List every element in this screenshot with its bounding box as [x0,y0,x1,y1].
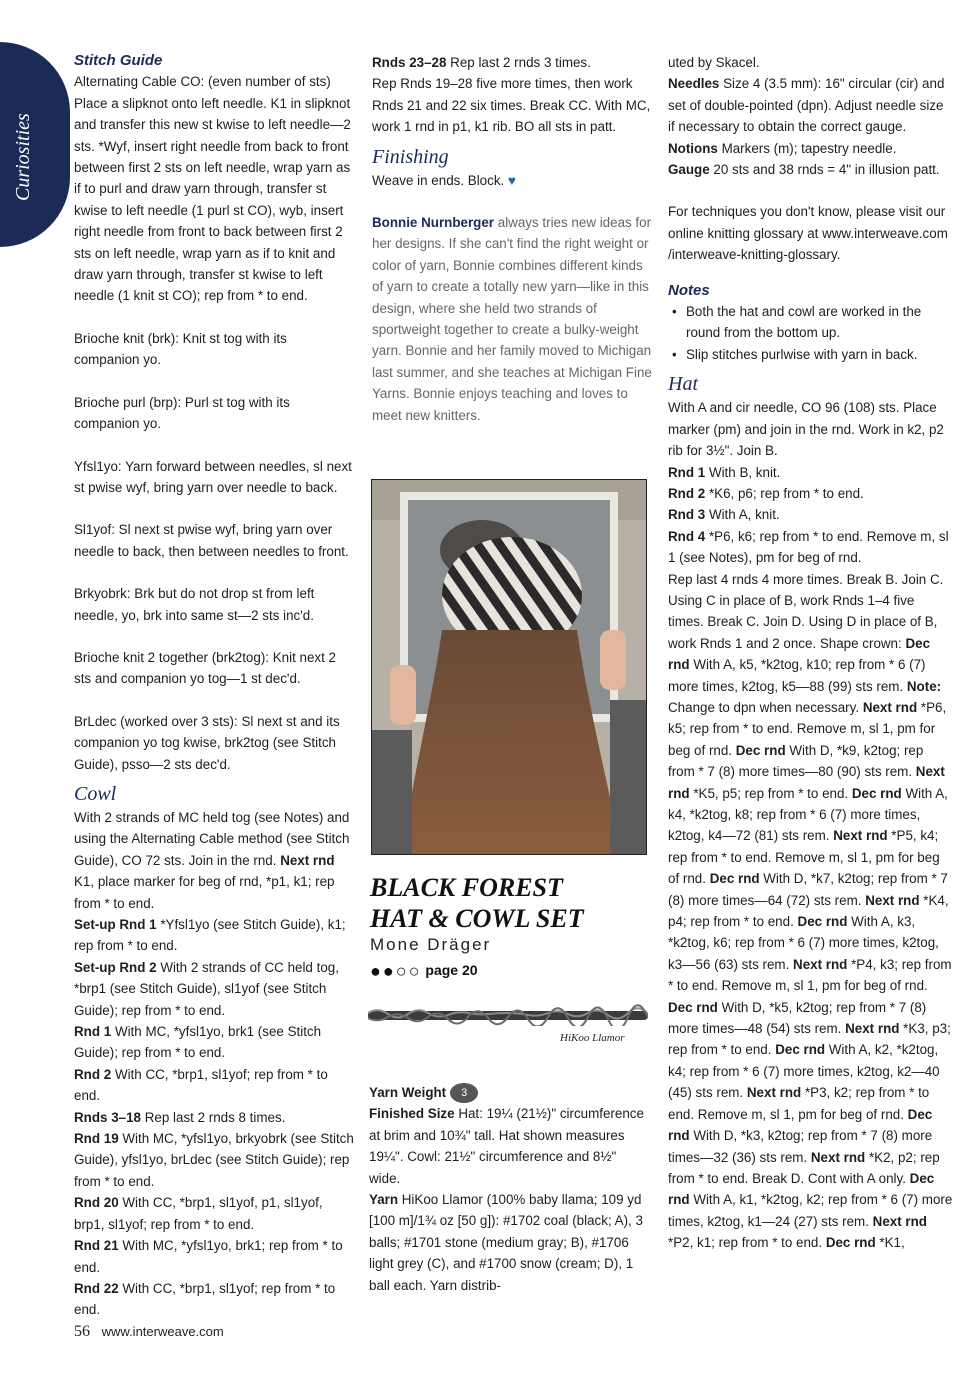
yarn [369,1189,651,1296]
cowl-cast-on [74,807,354,914]
instruction-label: Rnd 20 [74,1195,119,1211]
instruction-text: With MC, *yfsl1yo, brkyobrk (see Stitch Guide), yfsl1yo, brLdec (see Stitch Guide); rep from * to end. [74,1131,354,1189]
instruction-text: *K4, p4; rep from * to end. [668,892,949,930]
instruction-label: Dec rnd [851,785,902,801]
needles [668,73,953,137]
yfsl1yo: Yfsl1yo: Yarn forward between needles, sl next st pwise wyf, bring yarn over needle to back. [74,458,352,495]
instruction-text: *P2, k1; rep from * to end. [668,1235,823,1251]
sl1yof: Sl1yof: Sl next st pwise wyf, bring yarn over needle to back, then between needles to front. [74,522,349,559]
rnd-21 [74,1235,354,1278]
instruction-text: *Yfsl1yo (see Stitch Guide), k1; rep from * to end. [74,917,346,954]
instruction-label: Set-up Rnd 1 [74,917,157,932]
photo-illustration [372,480,646,854]
spec-label: Finished Size [369,1106,455,1122]
product-photo [371,479,647,855]
instruction-label: Dec rnd [775,1042,826,1058]
instruction-label: Dec rnd [668,1106,933,1144]
yarn-weight-label: Yarn Weight [369,1085,447,1100]
instruction-label: Next rnd [833,828,888,844]
designer-name: Bonnie Nurnberger [372,215,495,231]
instruction-text: With CC, *brp1, sl1yof; rep from * to end. [74,1280,336,1318]
instruction-text: Rep last 2 rnds 3 times. [450,55,591,70]
instruction-text: *P6, k5; rep from * to end. Remove m, sl 1, pm for beg of rnd. [668,699,947,758]
instruction-text: With MC, *yfsl1yo, brk1; rep from * to end. [74,1238,343,1275]
instruction-label: Dec rnd [825,1235,876,1251]
rnd-19 [74,1128,354,1192]
repeat-text: Rep Rnds 19–28 five more times, then work Rnds 21 and 22 six times. Break CC. With MC, work 1 rnd in p1, k1 rib. BO all sts in patt. [372,76,651,135]
instruction-label: Dec rnd [797,914,848,930]
rnd-1 [74,1021,354,1064]
instruction-label: Rnds 3–18 [74,1109,141,1125]
instruction-label: Dec rnd [668,1170,935,1208]
spec-text: 20 sts and 38 rnds = 4" in illusion patt. [713,162,940,178]
instruction-text: *P6, k6; rep from * to end. Remove m, sl 1 (see Notes), pm for beg of rnd. [668,528,949,566]
hat-rnd-3 [668,504,953,525]
hat-rnd-4 [668,526,953,569]
instruction-text: With A, knit. [708,507,780,523]
instruction-label: Dec rnd [668,999,718,1015]
instruction-text: *P3, k2; rep from * to end. Remove m, sl 1, pm for beg of rnd. [668,1085,930,1122]
instruction-label: Next rnd [746,1085,802,1101]
instruction-text: Rep last 2 rnds 8 times. [144,1109,286,1125]
finished-size [369,1103,651,1189]
page-footer [74,1323,224,1341]
instruction-text: *K3, p3; rep from * to end. [668,1021,951,1058]
column-3 [668,52,953,1254]
yarn-weight [369,1082,651,1103]
footer-url: www.interweave.com [101,1324,224,1339]
instruction-text: With D, *k3, k2tog; rep from * 7 (8) more times—32 (36) sts rem. [668,1128,933,1165]
instruction-label: Next rnd [810,1149,866,1165]
rnds-23-28 [372,52,652,73]
instruction-text: With A, k1, *k2tog, k2; rep from * 6 (7) more times, k2tog, k1—24 (27) sts rem. [668,1192,953,1229]
yarn-weight-icon: 3 [450,1083,478,1103]
instruction-label: Next rnd [845,1021,900,1037]
instruction-text: With MC, *yfsl1yo, brk1 (see Stitch Guide); rep from * to end. [74,1024,322,1061]
instruction-text: *P4, k3; rep from * to end. Remove m, sl 1, pm for beg of rnd. [668,956,952,994]
spec-label: Notions [668,140,718,156]
instruction-label: Next rnd [865,892,920,908]
instruction-label: Next rnd [793,956,848,972]
column-2 [372,52,652,426]
instruction-text: With A, k5, *k2tog, k10; rep from * 6 (7) more times, k2tog, k5—88 (99) sts rem. [668,657,926,694]
gauge [668,159,953,180]
rnds-3-18 [74,1107,354,1128]
yarn-continued: uted by Skacel. [668,55,760,70]
brkyobrk: Brkyobrk: Brk but do not drop st from left needle, yo, brk into same st—2 sts inc'd. [74,586,315,623]
finishing-text: Weave in ends. Block. [372,172,505,188]
designer-credit: Mone Dräger [370,935,492,954]
instruction-text: *K1, [879,1235,905,1251]
page-number: 56 [74,1323,90,1340]
cowl-title: Cowl [74,782,117,805]
hat-rnd-1 [668,462,953,483]
bio-text: always tries new ideas for her designs. If she can't find the right weight or color of yarn, Bonnie combines different kinds of yarn to create a totally new yarn—like in this design, where she held two strands of sportweight together to create a bulky-weight yarn. Bonnie and her family moved to Michigan last summer, and she teaches at Michigan Fine Yarns. Bonnie enjoys teaching and loves to meet new knitters. [372,215,652,423]
instruction-label: Rnd 1 [668,464,706,480]
instruction-label: Next rnd [872,1213,927,1229]
pattern-title-line-1: BLACK FOREST [370,873,563,902]
instruction-text: With A, k4, *k2tog, k8; rep from * 6 (7) more times, k2tog, k4—72 (81) sts rem. [668,785,948,844]
hat-intro: With A and cir needle, CO 96 (108) sts. Place marker (pm) and join in the rnd. Work in k2, p2 rib for 3½". Join B. [668,400,944,459]
instruction-text: With D, *k7, k2tog; rep from * 7 (8) more times—64 (72) sts rem. [668,871,948,908]
instruction-text: With A, k2, *k2tog, k4; rep from * 6 (7) more times, k2tog, k2—40 (45) sts rem. [668,1042,940,1101]
instruction-text: With A, k3, *k2tog, k6; rep from * 6 (7) more times, k2tog, k3—56 (63) sts rem. [668,914,939,972]
crown-shaping [668,569,953,1254]
techniques-link: For techniques you don't know, please visit our online knitting glossary at www.interweave.com /interweave-knitting-glossary. [668,204,948,263]
instruction-text: With CC, *brp1, sl1yof, p1, sl1yof, brp1, sl1yof; rep from * to end. [74,1195,323,1232]
rnd-20 [74,1192,354,1235]
instruction-label: Set-up Rnd 2 [74,959,157,975]
brioche-knit: Brioche knit (brk): Knit st tog with its companion yo. [74,330,287,368]
stitch-guide-title: Stitch Guide [74,52,163,69]
notions [668,138,953,159]
instruction-label: Rnd 4 [668,528,706,544]
spec-text: Hat: 19¼ (21½)" circumference at brim and 10¾" tall. Hat shown measures 19¼". Cowl: 21½" circumference and 8½" wide. [369,1106,644,1186]
column-1 [74,50,354,1321]
setup-rnd-2 [74,957,354,1021]
instruction-label: Next rnd [862,699,918,715]
cowl-cast-on-text: With 2 strands of MC held tog (see Notes) and using the Alternating Cable method (see Stitch Guide), CO 72 sts. Join in the rnd. [74,809,350,868]
instruction-text: With D, *k5, k2tog; rep from * 7 (8) more times—48 (54) sts rem. [668,999,927,1037]
skill-level-dots: ●●○○ [370,961,422,981]
note-item: • Slip stitches purlwise with yarn in back. [686,344,953,365]
instruction-text: *K5, p5; rep from * to end. [693,785,849,801]
pattern-title [370,872,650,934]
spec-text: HiKoo Llamor (100% baby llama; 109 yd [100 m]/1¾ oz [50 g]): #1702 coal (black; A), 3 balls; #1701 stone (medium gray; B), #1706 light grey (C), and #1700 snow (cream; D), 1 ball each. Yarn distrib- [369,1192,643,1293]
instruction-label: Note: [906,678,942,694]
instruction-text: With CC, *brp1, sl1yof; rep from * to end. [74,1066,328,1104]
heart-icon: ♥ [507,172,516,188]
instruction-label: Rnd 19 [74,1131,119,1147]
designer-bio [372,212,652,426]
brioche-purl: Brioche purl (brp): Purl st tog with its companion yo. [74,394,290,432]
yarn-sample-image [368,1004,648,1026]
brldec: BrLdec (worked over 3 sts): Sl next st and its companion yo tog kwise, brk2tog (see Stitch Guide), psso—2 sts dec'd. [74,713,340,772]
instruction-label: Dec rnd [668,635,931,673]
instruction-text: *K2, p2; rep from * to end. Break D. Cont with A only. [668,1149,940,1186]
instruction-label: Rnd 1 [74,1024,112,1040]
instruction-text: With B, knit. [708,464,781,480]
spec-text: Markers (m); tapestry needle. [721,140,897,156]
rnd-22 [74,1278,354,1321]
instruction-label: Next rnd [280,852,335,868]
instruction-text: With D, *k9, k2tog; rep from * 7 (8) more times—80 (90) sts rem. [668,742,924,780]
instruction-text: Change to dpn when necessary. [668,699,860,715]
instruction-label: Dec rnd [709,871,760,887]
brk2tog: Brioche knit 2 together (brk2tog): Knit next 2 sts and companion yo tog—1 st dec'd. [74,649,337,687]
hat-rnd-2 [668,483,953,504]
instruction-label: Dec rnd [735,742,786,758]
finishing-title: Finishing [372,145,449,168]
hat-title: Hat [668,373,698,396]
instruction-label: Next rnd [668,764,945,801]
section-tab-label: Curiosities [12,113,34,201]
specs-block [369,1082,651,1296]
instruction-text: K1, place marker for beg of rnd, *p1, k1; rep from * to end. [74,874,335,911]
instruction-text: *P5, k4; rep from * to end. Remove m, sl 1, pm for beg of rnd. [668,828,940,887]
section-tab [0,42,70,247]
spec-label: Gauge [668,162,710,178]
instruction-text: *K6, p6; rep from * to end. [708,485,864,501]
notes-list [668,301,953,365]
spec-text: Size 4 (3.5 mm): 16" circular (cir) and set of double-pointed (dpn). Adjust needle size if necessary to obtain the correct gauge. [668,76,945,135]
page-reference: page 20 [425,962,478,979]
skill-level [370,961,478,982]
spec-label: Needles [668,76,720,92]
instruction-label: Rnd 3 [668,507,706,523]
yarn-credit: HiKoo Llamor [560,1032,625,1044]
pattern-title-line-2: HAT & COWL SET [370,904,584,933]
instruction-label: Rnd 2 [74,1066,112,1082]
notes-title: Notes [668,281,710,299]
note-item: • Both the hat and cowl are worked in the round from the bottom up. [686,301,953,344]
instruction-label: Rnd 22 [74,1280,119,1296]
rnd-2 [74,1064,354,1107]
spec-label: Yarn [369,1192,399,1208]
instruction-label: Rnd 21 [74,1238,119,1254]
instruction-text: With 2 strands of CC held tog, *brp1 (see Stitch Guide), sl1yof (see Stitch Guide); rep from * to end. [74,959,339,1018]
finishing [372,170,652,191]
instruction-label: Rnd 2 [668,485,706,501]
setup-rnd-1 [74,914,354,957]
instruction-text: Rep last 4 rnds 4 more times. Break B. Join C. Using C in place of B, work Rnds 1–4 five times. Break C. Join D. Using D in place of B, work Rnds 1 and 2 once. Shape crown: [668,571,944,651]
instruction-label: Rnds 23–28 [372,55,447,70]
alt-cable-co: Alternating Cable CO: (even number of sts) Place a slipknot onto left needle. K1 in slipknot and transfer this new st kwise to left needle—2 sts. *Wyf, insert right needle from back to front between first 2 sts on left needle, wrap yarn as if to purl and draw yarn through, transfer st kwise to left needle (1 purl st CO), wyb, insert right needle from front to back between first 2 sts on left needle, wrap yarn as if to knit and draw yarn through, transfer st kwise to left needle (1 knit st CO); rep from * to end. [74,74,351,304]
